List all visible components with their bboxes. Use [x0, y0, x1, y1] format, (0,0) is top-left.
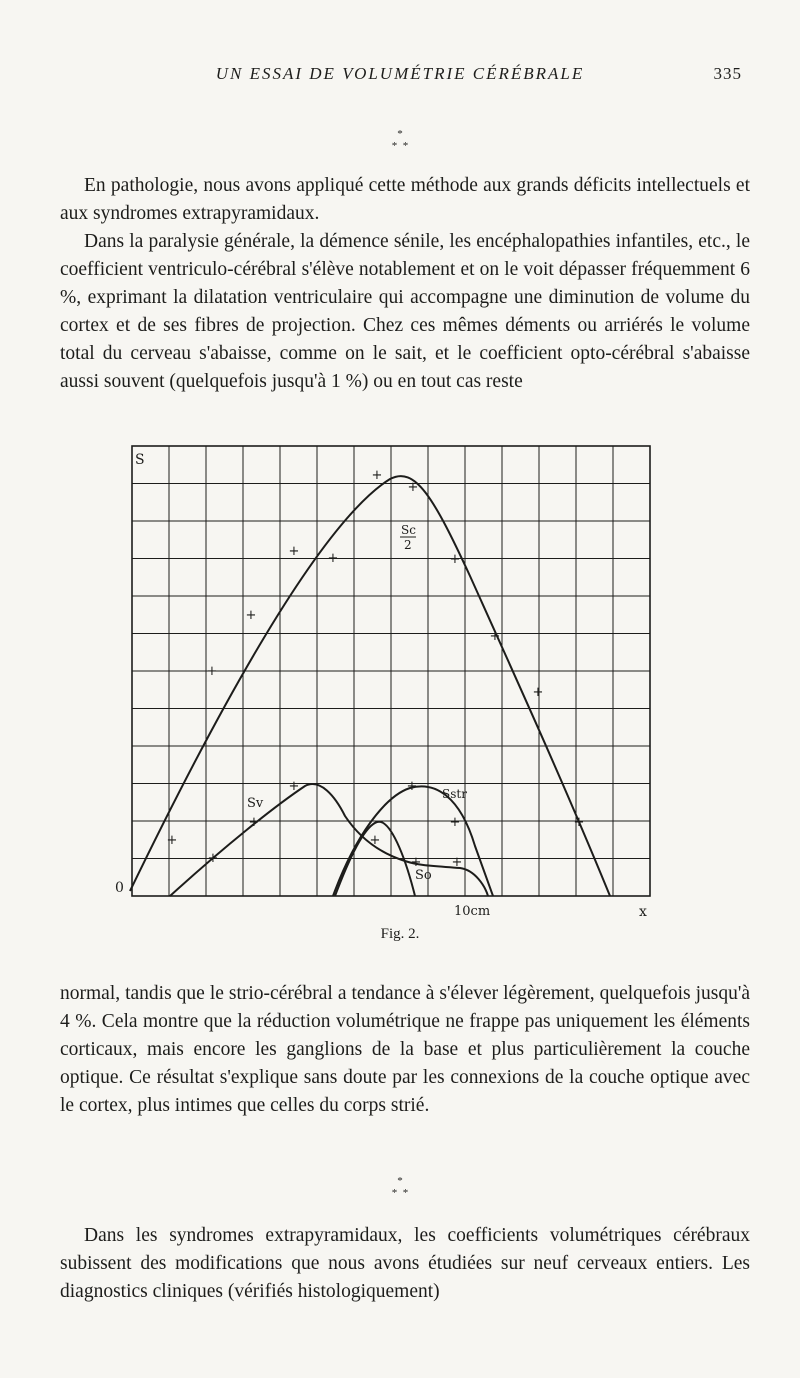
paragraph-3: normal, tandis que le strio-cérébral a tendance à s'élever légèrement, quelquefois jusqu'à 4 %. Cela montre que la réduction volumétrique ne frappe pas uniquement les éléments corticaux, mais encore les ganglions de la base et plus particulièrement la couche optique. Ce résultat s'explique sans doute par les connexions de la couche optique avec le cortex, plus intimes que celles du corps strié.	[60, 983, 750, 1116]
section-separator-2	[0, 1175, 800, 1199]
plus-mark: +	[248, 815, 260, 830]
plus-mark: +	[451, 855, 463, 870]
plus-mark: +	[166, 833, 178, 848]
plus-mark: +	[371, 468, 383, 483]
curve-label-so: So	[415, 868, 432, 883]
running-header	[0, 64, 800, 88]
figure-caption: Fig. 2.	[380, 926, 420, 942]
curve-sstr	[333, 786, 493, 896]
plus-mark: +	[288, 544, 300, 559]
y-axis-label: S	[135, 452, 145, 468]
section-separator-1	[0, 128, 800, 152]
running-title: UN ESSAI DE VOLUMÉTRIE CÉRÉBRALE	[215, 64, 585, 83]
separator-star-top: *	[397, 1175, 403, 1187]
plus-mark: +	[327, 551, 339, 566]
separator-stars-bottom: * *	[391, 1187, 409, 1199]
plus-mark: +	[410, 855, 422, 870]
figure-2-diagram	[115, 436, 675, 924]
curve-label-sc: Sc	[401, 523, 416, 537]
separator-stars-bottom: * *	[391, 140, 409, 152]
plus-mark: +	[489, 629, 501, 644]
plus-mark: +	[532, 685, 544, 700]
plus-mark: +	[369, 833, 381, 848]
plus-mark: +	[449, 552, 461, 567]
curve-label-sstr: Sstr	[442, 787, 467, 801]
plus-mark: +	[245, 608, 257, 623]
plus-mark: +	[573, 815, 585, 830]
plus-mark: +	[207, 851, 219, 866]
x-unit-label: 10cm	[454, 904, 491, 919]
separator-star-top: *	[397, 128, 403, 140]
paragraph-1: En pathologie, nous avons appliqué cette méthode aux grands déficits intellectuels et aux syndromes extrapyramidaux.	[60, 175, 750, 224]
curve-label-sv: Sv	[247, 796, 264, 811]
paragraph-4: Dans les syndromes extrapyramidaux, les coefficients volumétriques cérébraux subissent des modifications que nous avons étudiées sur neuf cerveaux entiers. Les diagnostics cliniques (vérifiés histologiquement)	[60, 1225, 750, 1302]
curve-label-sc-denominator: 2	[404, 538, 412, 552]
origin-label: 0	[115, 880, 124, 896]
plus-mark: +	[406, 779, 418, 794]
page-number: 335	[713, 64, 742, 83]
plus-mark: +	[407, 480, 419, 495]
x-axis-label: x	[639, 904, 647, 920]
figure-2	[115, 436, 675, 924]
curve-sv	[170, 784, 488, 896]
paragraph-2: Dans la paralysie générale, la démence sénile, les encéphalopathies infantiles, etc., le coefficient ventriculo-cérébral s'élève notablement et on le voit dépasser fréquemment 6 %, exprimant la dilatation ventriculaire qui accompagne une diminution de volume du cortex et de ses fibres de projection. Chez ces mêmes déments ou arriérés le volume total du cerveau s'abaisse, comme on le sait, et le coefficient opto-cérébral s'abaisse aussi souvent (quelquefois jusqu'à 1 %) ou en tout cas reste	[60, 231, 750, 392]
plus-mark: +	[206, 664, 218, 679]
plus-mark: +	[288, 779, 300, 794]
plus-mark: +	[449, 815, 461, 830]
